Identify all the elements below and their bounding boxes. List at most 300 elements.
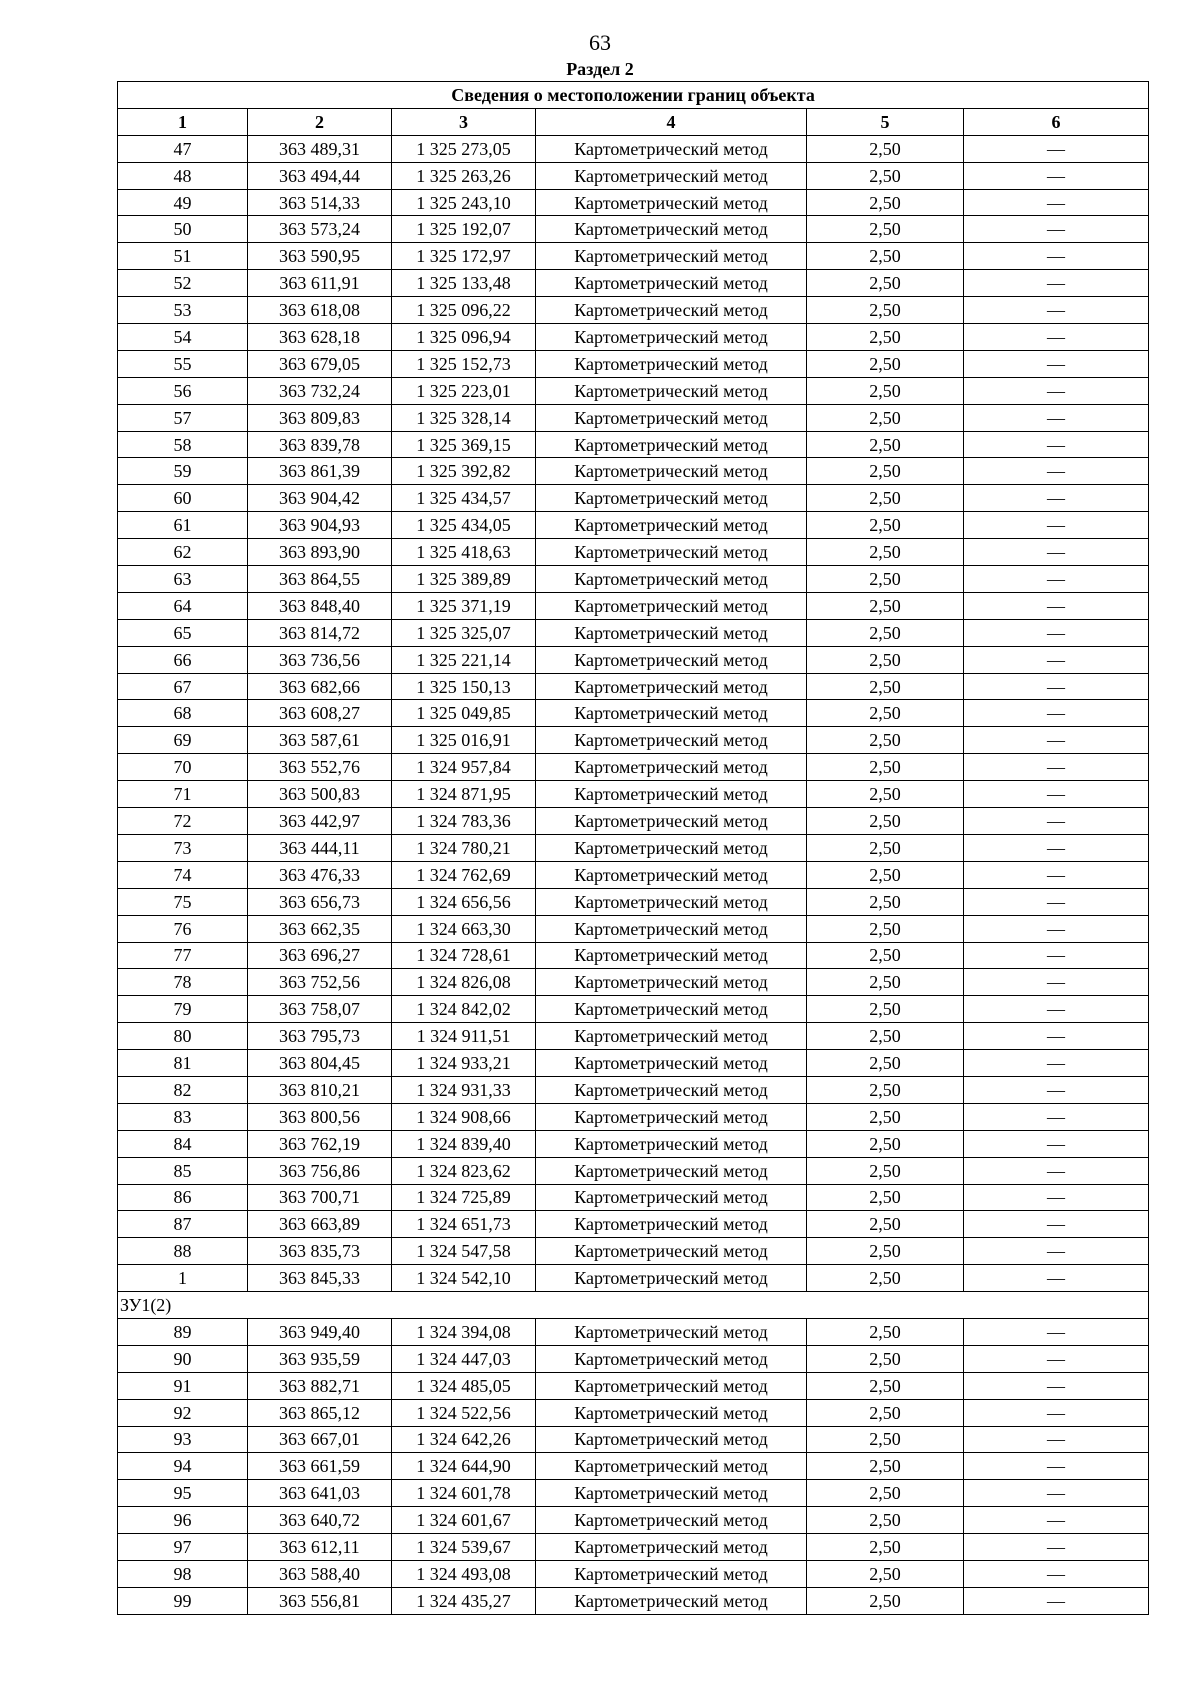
point-number-cell: 97 <box>118 1534 248 1561</box>
x-coordinate-cell: 363 732,24 <box>248 377 392 404</box>
point-number-cell: 67 <box>118 673 248 700</box>
table-row <box>118 458 1149 485</box>
accuracy-cell: 2,50 <box>807 1318 964 1345</box>
method-cell: Картометрический метод <box>536 1345 807 1372</box>
method-cell: Картометрический метод <box>536 1507 807 1534</box>
x-coordinate-cell: 363 809,83 <box>248 404 392 431</box>
description-cell: — <box>964 592 1149 619</box>
y-coordinate-cell: 1 325 434,05 <box>392 512 536 539</box>
table-row <box>118 404 1149 431</box>
point-number-cell: 94 <box>118 1453 248 1480</box>
accuracy-cell: 2,50 <box>807 1426 964 1453</box>
accuracy-cell: 2,50 <box>807 1534 964 1561</box>
table-row <box>118 727 1149 754</box>
description-cell: — <box>964 1157 1149 1184</box>
accuracy-cell: 2,50 <box>807 324 964 351</box>
accuracy-cell: 2,50 <box>807 243 964 270</box>
description-cell: — <box>964 1130 1149 1157</box>
table-row <box>118 189 1149 216</box>
y-coordinate-cell: 1 324 651,73 <box>392 1211 536 1238</box>
point-number-cell: 65 <box>118 619 248 646</box>
description-cell: — <box>964 216 1149 243</box>
table-row <box>118 1157 1149 1184</box>
point-number-cell: 58 <box>118 431 248 458</box>
accuracy-cell: 2,50 <box>807 297 964 324</box>
x-coordinate-cell: 363 608,27 <box>248 700 392 727</box>
accuracy-cell: 2,50 <box>807 1480 964 1507</box>
description-cell: — <box>964 243 1149 270</box>
point-number-cell: 69 <box>118 727 248 754</box>
method-cell: Картометрический метод <box>536 243 807 270</box>
point-number-cell: 87 <box>118 1211 248 1238</box>
accuracy-cell: 2,50 <box>807 1560 964 1587</box>
table-row <box>118 592 1149 619</box>
table-row <box>118 673 1149 700</box>
table-row <box>118 996 1149 1023</box>
y-coordinate-cell: 1 325 223,01 <box>392 377 536 404</box>
point-number-cell: 76 <box>118 915 248 942</box>
table-row <box>118 1184 1149 1211</box>
point-number-cell: 84 <box>118 1130 248 1157</box>
point-number-cell: 66 <box>118 646 248 673</box>
y-coordinate-cell: 1 325 172,97 <box>392 243 536 270</box>
point-number-cell: 47 <box>118 135 248 162</box>
y-coordinate-cell: 1 324 826,08 <box>392 969 536 996</box>
x-coordinate-cell: 363 949,40 <box>248 1318 392 1345</box>
method-cell: Картометрический метод <box>536 431 807 458</box>
table-row <box>118 243 1149 270</box>
y-coordinate-cell: 1 324 522,56 <box>392 1399 536 1426</box>
x-coordinate-cell: 363 736,56 <box>248 646 392 673</box>
x-coordinate-cell: 363 904,42 <box>248 485 392 512</box>
method-cell: Картометрический метод <box>536 1426 807 1453</box>
description-cell: — <box>964 404 1149 431</box>
point-number-cell: 85 <box>118 1157 248 1184</box>
accuracy-cell: 2,50 <box>807 216 964 243</box>
y-coordinate-cell: 1 324 435,27 <box>392 1587 536 1614</box>
table-row <box>118 700 1149 727</box>
method-cell: Картометрический метод <box>536 1372 807 1399</box>
description-cell: — <box>964 297 1149 324</box>
description-cell: — <box>964 324 1149 351</box>
point-number-cell: 55 <box>118 350 248 377</box>
table-row <box>118 619 1149 646</box>
point-number-cell: 77 <box>118 942 248 969</box>
point-number-cell: 63 <box>118 566 248 593</box>
y-coordinate-cell: 1 324 493,08 <box>392 1560 536 1587</box>
description-cell: — <box>964 808 1149 835</box>
method-cell: Картометрический метод <box>536 1023 807 1050</box>
accuracy-cell: 2,50 <box>807 646 964 673</box>
table-row <box>118 512 1149 539</box>
accuracy-cell: 2,50 <box>807 808 964 835</box>
x-coordinate-cell: 363 494,44 <box>248 162 392 189</box>
accuracy-cell: 2,50 <box>807 1399 964 1426</box>
accuracy-cell: 2,50 <box>807 1023 964 1050</box>
y-coordinate-cell: 1 324 601,67 <box>392 1507 536 1534</box>
method-cell: Картометрический метод <box>536 485 807 512</box>
accuracy-cell: 2,50 <box>807 1507 964 1534</box>
point-number-cell: 68 <box>118 700 248 727</box>
accuracy-cell: 2,50 <box>807 135 964 162</box>
y-coordinate-cell: 1 325 221,14 <box>392 646 536 673</box>
table-row <box>118 135 1149 162</box>
method-cell: Картометрический метод <box>536 1184 807 1211</box>
description-cell: — <box>964 1453 1149 1480</box>
table-row <box>118 485 1149 512</box>
y-coordinate-cell: 1 324 908,66 <box>392 1103 536 1130</box>
table-row <box>118 1372 1149 1399</box>
description-cell: — <box>964 377 1149 404</box>
y-coordinate-cell: 1 325 273,05 <box>392 135 536 162</box>
accuracy-cell: 2,50 <box>807 942 964 969</box>
accuracy-cell: 2,50 <box>807 566 964 593</box>
table-row <box>118 216 1149 243</box>
method-cell: Картометрический метод <box>536 539 807 566</box>
method-cell: Картометрический метод <box>536 1076 807 1103</box>
column-header: 4 <box>536 108 807 135</box>
description-cell: — <box>964 1345 1149 1372</box>
point-number-cell: 89 <box>118 1318 248 1345</box>
point-number-cell: 50 <box>118 216 248 243</box>
y-coordinate-cell: 1 324 762,69 <box>392 861 536 888</box>
table-body <box>118 135 1149 1614</box>
x-coordinate-cell: 363 612,11 <box>248 1534 392 1561</box>
table-row <box>118 1023 1149 1050</box>
accuracy-cell: 2,50 <box>807 1587 964 1614</box>
x-coordinate-cell: 363 573,24 <box>248 216 392 243</box>
x-coordinate-cell: 363 588,40 <box>248 1560 392 1587</box>
method-cell: Картометрический метод <box>536 646 807 673</box>
table-row <box>118 1103 1149 1130</box>
point-number-cell: 92 <box>118 1399 248 1426</box>
description-cell: — <box>964 915 1149 942</box>
table-row <box>118 969 1149 996</box>
column-header: 2 <box>248 108 392 135</box>
x-coordinate-cell: 363 682,66 <box>248 673 392 700</box>
table-row <box>118 431 1149 458</box>
x-coordinate-cell: 363 696,27 <box>248 942 392 969</box>
x-coordinate-cell: 363 814,72 <box>248 619 392 646</box>
method-cell: Картометрический метод <box>536 404 807 431</box>
method-cell: Картометрический метод <box>536 781 807 808</box>
table-row <box>118 162 1149 189</box>
point-number-cell: 1 <box>118 1265 248 1292</box>
x-coordinate-cell: 363 679,05 <box>248 350 392 377</box>
y-coordinate-cell: 1 325 418,63 <box>392 539 536 566</box>
method-cell: Картометрический метод <box>536 377 807 404</box>
section-title: Раздел 2 <box>566 59 634 79</box>
description-cell: — <box>964 189 1149 216</box>
description-cell: — <box>964 162 1149 189</box>
point-number-cell: 79 <box>118 996 248 1023</box>
table-row <box>118 566 1149 593</box>
group-row <box>118 1292 1149 1319</box>
x-coordinate-cell: 363 444,11 <box>248 834 392 861</box>
point-number-cell: 78 <box>118 969 248 996</box>
description-cell: — <box>964 861 1149 888</box>
point-number-cell: 82 <box>118 1076 248 1103</box>
point-number-cell: 96 <box>118 1507 248 1534</box>
description-cell: — <box>964 135 1149 162</box>
point-number-cell: 75 <box>118 888 248 915</box>
point-number-cell: 52 <box>118 270 248 297</box>
point-number-cell: 71 <box>118 781 248 808</box>
table-row <box>118 1480 1149 1507</box>
method-cell: Картометрический метод <box>536 1534 807 1561</box>
description-cell: — <box>964 1507 1149 1534</box>
point-number-cell: 81 <box>118 1050 248 1077</box>
accuracy-cell: 2,50 <box>807 1345 964 1372</box>
x-coordinate-cell: 363 500,83 <box>248 781 392 808</box>
description-cell: — <box>964 431 1149 458</box>
y-coordinate-cell: 1 324 642,26 <box>392 1426 536 1453</box>
x-coordinate-cell: 363 667,01 <box>248 1426 392 1453</box>
method-cell: Картометрический метод <box>536 754 807 781</box>
y-coordinate-cell: 1 324 931,33 <box>392 1076 536 1103</box>
method-cell: Картометрический метод <box>536 888 807 915</box>
description-cell: — <box>964 1560 1149 1587</box>
table-row <box>118 942 1149 969</box>
point-number-cell: 70 <box>118 754 248 781</box>
description-cell: — <box>964 700 1149 727</box>
x-coordinate-cell: 363 845,33 <box>248 1265 392 1292</box>
accuracy-cell: 2,50 <box>807 1211 964 1238</box>
method-cell: Картометрический метод <box>536 1050 807 1077</box>
table-row <box>118 270 1149 297</box>
accuracy-cell: 2,50 <box>807 189 964 216</box>
table-row <box>118 1560 1149 1587</box>
y-coordinate-cell: 1 325 328,14 <box>392 404 536 431</box>
y-coordinate-cell: 1 324 933,21 <box>392 1050 536 1077</box>
method-cell: Картометрический метод <box>536 915 807 942</box>
table-row <box>118 1453 1149 1480</box>
description-cell: — <box>964 1050 1149 1077</box>
x-coordinate-cell: 363 618,08 <box>248 297 392 324</box>
y-coordinate-cell: 1 324 823,62 <box>392 1157 536 1184</box>
method-cell: Картометрический метод <box>536 297 807 324</box>
table-row <box>118 377 1149 404</box>
description-cell: — <box>964 673 1149 700</box>
description-cell: — <box>964 1587 1149 1614</box>
y-coordinate-cell: 1 325 096,94 <box>392 324 536 351</box>
table-row <box>118 1426 1149 1453</box>
point-number-cell: 59 <box>118 458 248 485</box>
accuracy-cell: 2,50 <box>807 1372 964 1399</box>
y-coordinate-cell: 1 324 839,40 <box>392 1130 536 1157</box>
accuracy-cell: 2,50 <box>807 1076 964 1103</box>
table-row <box>118 1587 1149 1614</box>
table-row <box>118 1265 1149 1292</box>
x-coordinate-cell: 363 628,18 <box>248 324 392 351</box>
method-cell: Картометрический метод <box>536 1318 807 1345</box>
accuracy-cell: 2,50 <box>807 861 964 888</box>
y-coordinate-cell: 1 324 842,02 <box>392 996 536 1023</box>
y-coordinate-cell: 1 325 016,91 <box>392 727 536 754</box>
table-row <box>118 1345 1149 1372</box>
x-coordinate-cell: 363 904,93 <box>248 512 392 539</box>
accuracy-cell: 2,50 <box>807 673 964 700</box>
table-row <box>118 1399 1149 1426</box>
y-coordinate-cell: 1 324 780,21 <box>392 834 536 861</box>
x-coordinate-cell: 363 804,45 <box>248 1050 392 1077</box>
method-cell: Картометрический метод <box>536 189 807 216</box>
description-cell: — <box>964 1534 1149 1561</box>
method-cell: Картометрический метод <box>536 458 807 485</box>
description-cell: — <box>964 727 1149 754</box>
method-cell: Картометрический метод <box>536 619 807 646</box>
description-cell: — <box>964 996 1149 1023</box>
accuracy-cell: 2,50 <box>807 1103 964 1130</box>
accuracy-cell: 2,50 <box>807 1238 964 1265</box>
method-cell: Картометрический метод <box>536 1560 807 1587</box>
x-coordinate-cell: 363 810,21 <box>248 1076 392 1103</box>
accuracy-cell: 2,50 <box>807 162 964 189</box>
table-row <box>118 646 1149 673</box>
page-number: 63 <box>589 30 611 55</box>
y-coordinate-cell: 1 324 783,36 <box>392 808 536 835</box>
x-coordinate-cell: 363 556,81 <box>248 1587 392 1614</box>
point-number-cell: 56 <box>118 377 248 404</box>
description-cell: — <box>964 888 1149 915</box>
table-row <box>118 754 1149 781</box>
method-cell: Картометрический метод <box>536 1453 807 1480</box>
table-row <box>118 781 1149 808</box>
point-number-cell: 86 <box>118 1184 248 1211</box>
x-coordinate-cell: 363 864,55 <box>248 566 392 593</box>
accuracy-cell: 2,50 <box>807 888 964 915</box>
accuracy-cell: 2,50 <box>807 1050 964 1077</box>
description-cell: — <box>964 1426 1149 1453</box>
method-cell: Картометрический метод <box>536 1130 807 1157</box>
y-coordinate-cell: 1 324 871,95 <box>392 781 536 808</box>
table-caption: Сведения о местоположении границ объекта <box>118 82 1149 109</box>
point-number-cell: 62 <box>118 539 248 566</box>
accuracy-cell: 2,50 <box>807 915 964 942</box>
y-coordinate-cell: 1 325 371,19 <box>392 592 536 619</box>
x-coordinate-cell: 363 752,56 <box>248 969 392 996</box>
accuracy-cell: 2,50 <box>807 512 964 539</box>
point-number-cell: 60 <box>118 485 248 512</box>
method-cell: Картометрический метод <box>536 592 807 619</box>
accuracy-cell: 2,50 <box>807 458 964 485</box>
point-number-cell: 74 <box>118 861 248 888</box>
x-coordinate-cell: 363 590,95 <box>248 243 392 270</box>
point-number-cell: 95 <box>118 1480 248 1507</box>
method-cell: Картометрический метод <box>536 861 807 888</box>
point-number-cell: 98 <box>118 1560 248 1587</box>
description-cell: — <box>964 458 1149 485</box>
description-cell: — <box>964 834 1149 861</box>
description-cell: — <box>964 485 1149 512</box>
description-cell: — <box>964 646 1149 673</box>
method-cell: Картометрический метод <box>536 135 807 162</box>
description-cell: — <box>964 1184 1149 1211</box>
x-coordinate-cell: 363 514,33 <box>248 189 392 216</box>
column-header: 1 <box>118 108 248 135</box>
method-cell: Картометрический метод <box>536 969 807 996</box>
x-coordinate-cell: 363 700,71 <box>248 1184 392 1211</box>
point-number-cell: 53 <box>118 297 248 324</box>
y-coordinate-cell: 1 325 192,07 <box>392 216 536 243</box>
table-row <box>118 297 1149 324</box>
description-cell: — <box>964 539 1149 566</box>
x-coordinate-cell: 363 848,40 <box>248 592 392 619</box>
accuracy-cell: 2,50 <box>807 350 964 377</box>
x-coordinate-cell: 363 476,33 <box>248 861 392 888</box>
accuracy-cell: 2,50 <box>807 1157 964 1184</box>
y-coordinate-cell: 1 325 243,10 <box>392 189 536 216</box>
description-cell: — <box>964 619 1149 646</box>
y-coordinate-cell: 1 325 389,89 <box>392 566 536 593</box>
x-coordinate-cell: 363 756,86 <box>248 1157 392 1184</box>
y-coordinate-cell: 1 324 728,61 <box>392 942 536 969</box>
table-row <box>118 834 1149 861</box>
point-number-cell: 80 <box>118 1023 248 1050</box>
table-row <box>118 1534 1149 1561</box>
method-cell: Картометрический метод <box>536 324 807 351</box>
method-cell: Картометрический метод <box>536 162 807 189</box>
column-header: 6 <box>964 108 1149 135</box>
x-coordinate-cell: 363 800,56 <box>248 1103 392 1130</box>
table-row <box>118 350 1149 377</box>
method-cell: Картометрический метод <box>536 808 807 835</box>
table-row <box>118 539 1149 566</box>
accuracy-cell: 2,50 <box>807 1184 964 1211</box>
description-cell: — <box>964 350 1149 377</box>
accuracy-cell: 2,50 <box>807 270 964 297</box>
y-coordinate-cell: 1 324 911,51 <box>392 1023 536 1050</box>
point-number-cell: 91 <box>118 1372 248 1399</box>
method-cell: Картометрический метод <box>536 566 807 593</box>
y-coordinate-cell: 1 324 542,10 <box>392 1265 536 1292</box>
description-cell: — <box>964 512 1149 539</box>
accuracy-cell: 2,50 <box>807 969 964 996</box>
accuracy-cell: 2,50 <box>807 996 964 1023</box>
y-coordinate-cell: 1 324 663,30 <box>392 915 536 942</box>
y-coordinate-cell: 1 325 369,15 <box>392 431 536 458</box>
point-number-cell: 99 <box>118 1587 248 1614</box>
method-cell: Картометрический метод <box>536 1238 807 1265</box>
description-cell: — <box>964 1265 1149 1292</box>
y-coordinate-cell: 1 324 656,56 <box>392 888 536 915</box>
description-cell: — <box>964 969 1149 996</box>
accuracy-cell: 2,50 <box>807 700 964 727</box>
accuracy-cell: 2,50 <box>807 834 964 861</box>
point-number-cell: 73 <box>118 834 248 861</box>
description-cell: — <box>964 1076 1149 1103</box>
point-number-cell: 49 <box>118 189 248 216</box>
x-coordinate-cell: 363 489,31 <box>248 135 392 162</box>
y-coordinate-cell: 1 324 447,03 <box>392 1345 536 1372</box>
point-number-cell: 54 <box>118 324 248 351</box>
y-coordinate-cell: 1 325 150,13 <box>392 673 536 700</box>
y-coordinate-cell: 1 325 049,85 <box>392 700 536 727</box>
x-coordinate-cell: 363 661,59 <box>248 1453 392 1480</box>
table-row <box>118 324 1149 351</box>
x-coordinate-cell: 363 861,39 <box>248 458 392 485</box>
table-row <box>118 808 1149 835</box>
method-cell: Картометрический метод <box>536 1211 807 1238</box>
x-coordinate-cell: 363 611,91 <box>248 270 392 297</box>
accuracy-cell: 2,50 <box>807 431 964 458</box>
accuracy-cell: 2,50 <box>807 1130 964 1157</box>
accuracy-cell: 2,50 <box>807 781 964 808</box>
table-row <box>118 1076 1149 1103</box>
point-number-cell: 72 <box>118 808 248 835</box>
y-coordinate-cell: 1 324 547,58 <box>392 1238 536 1265</box>
point-number-cell: 51 <box>118 243 248 270</box>
